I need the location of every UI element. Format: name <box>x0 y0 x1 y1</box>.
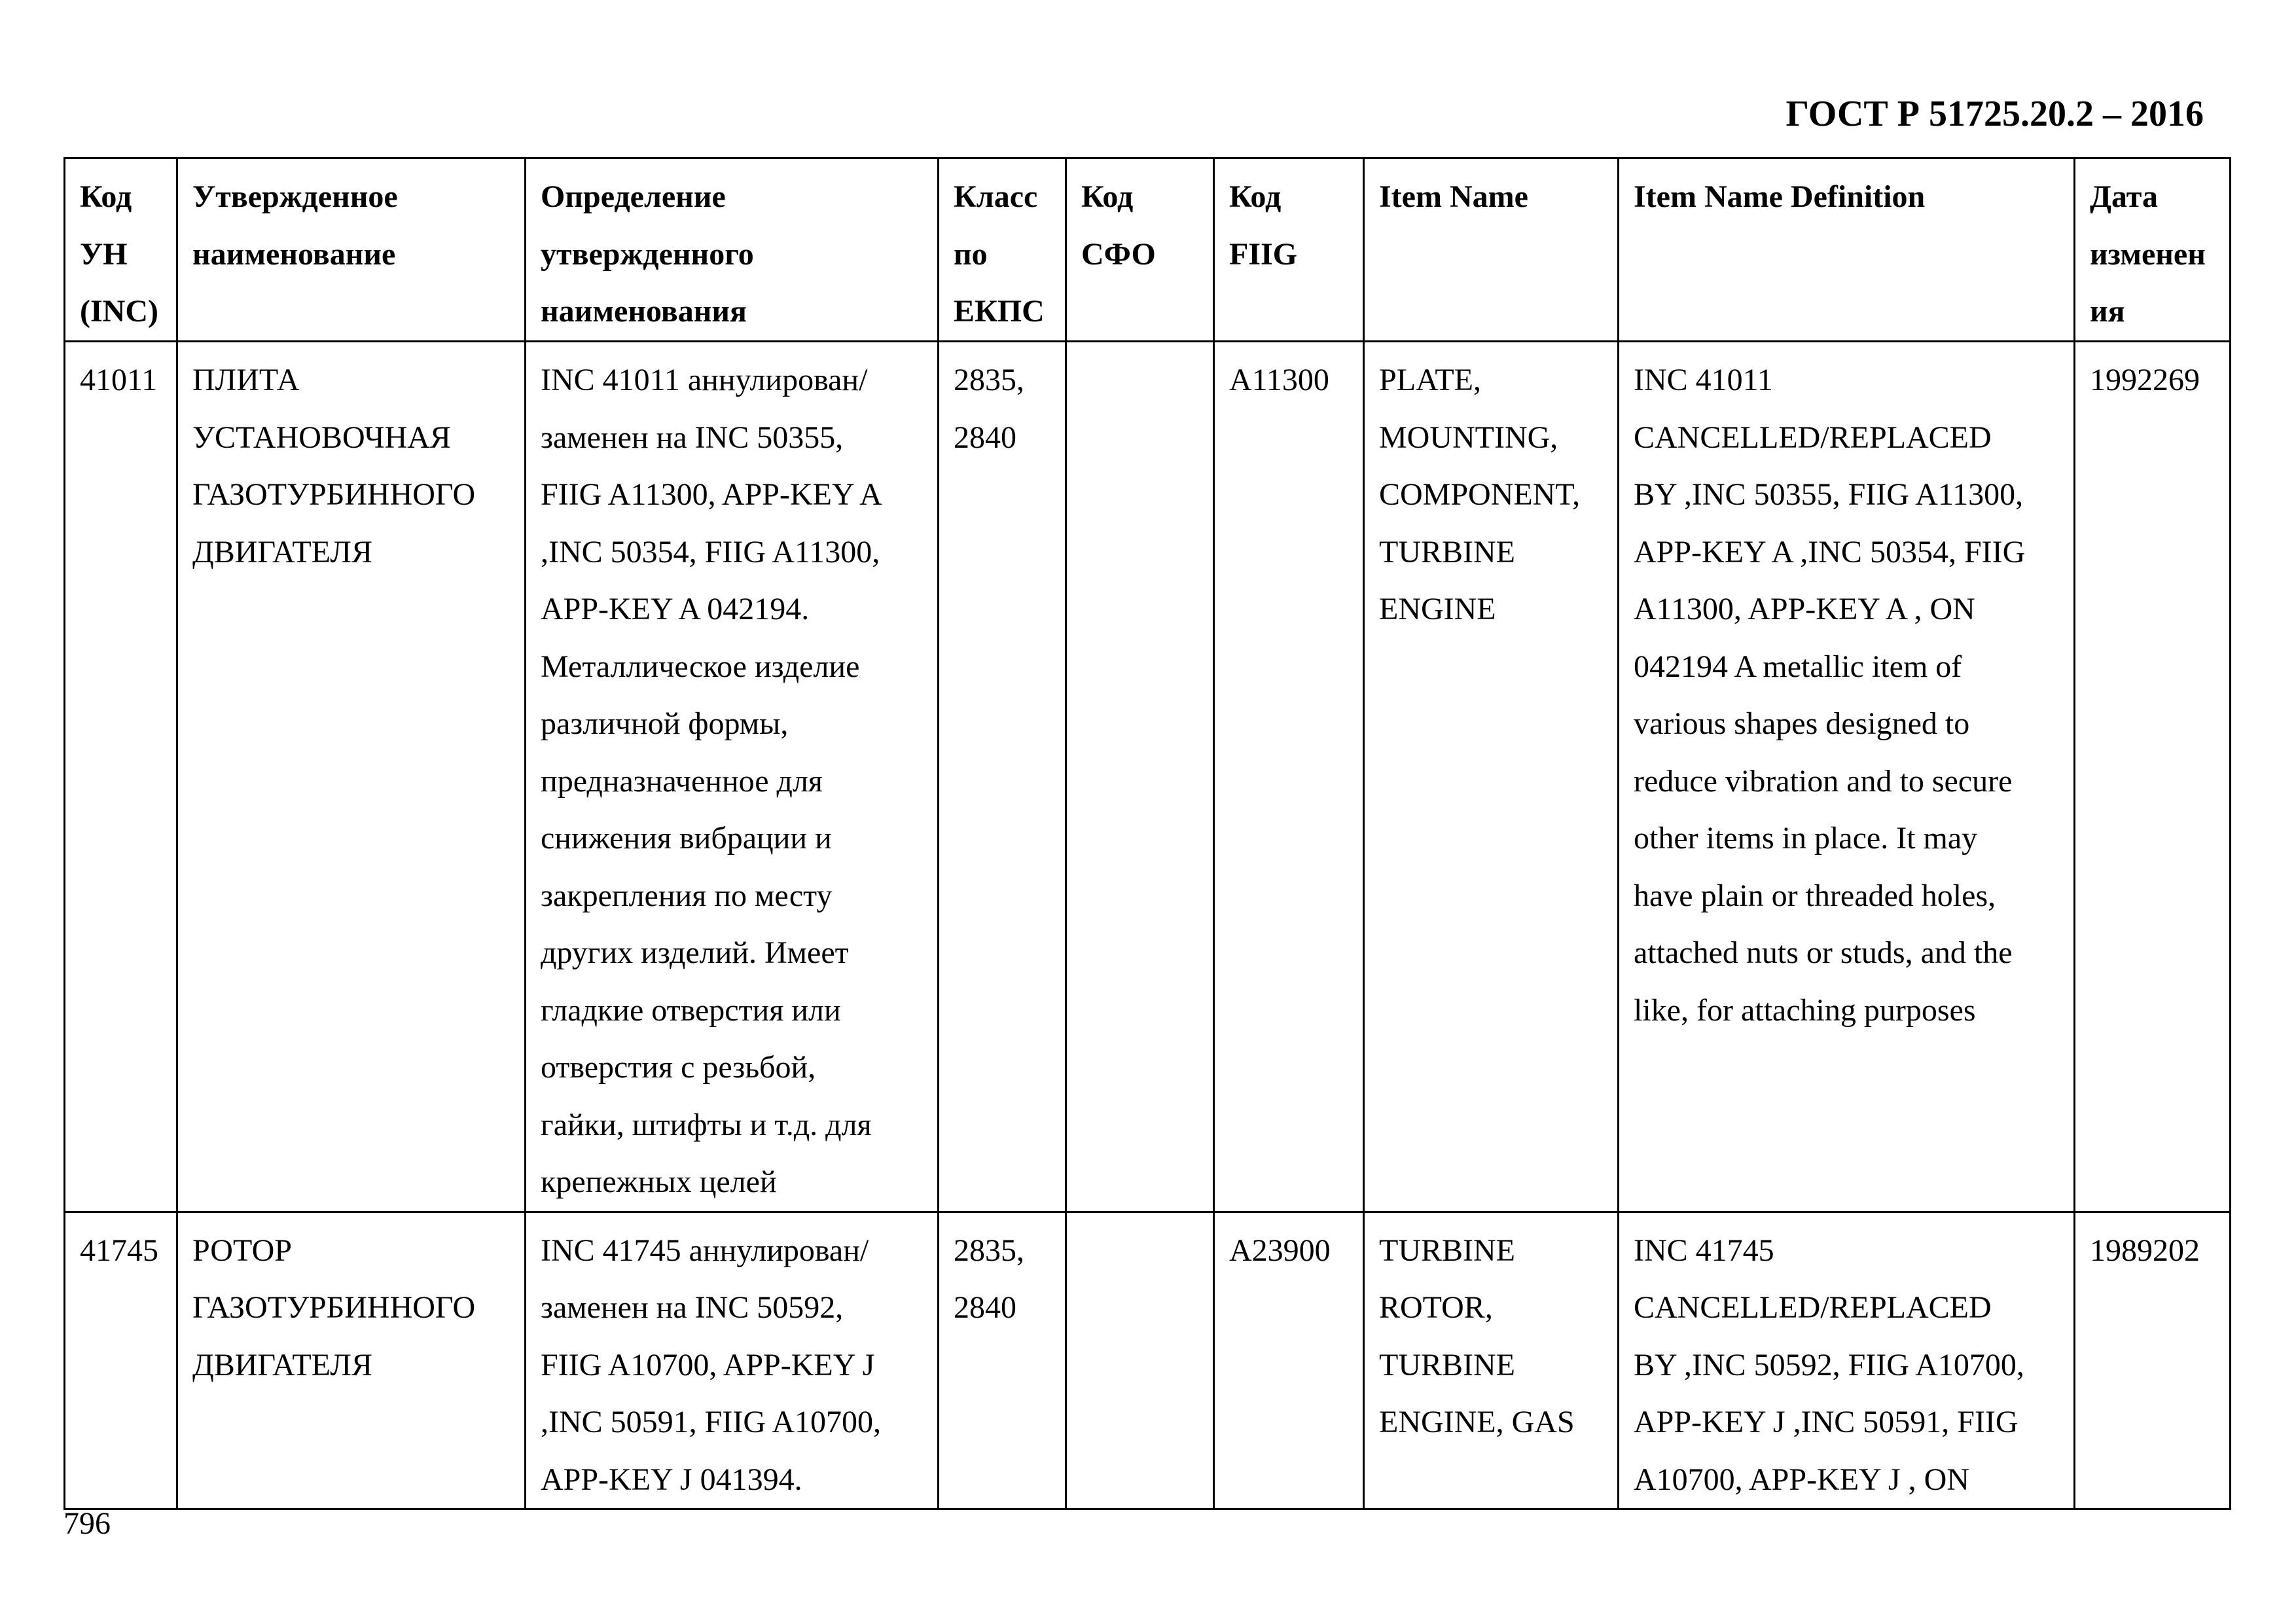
cell-item-name-definition <box>1619 1212 2075 1509</box>
cell-text: MOUNTING, <box>1379 420 1558 455</box>
cell-text: 2840 <box>954 420 1016 455</box>
cell-inc-code <box>65 342 177 1212</box>
header-text: Код <box>80 179 132 214</box>
cell-text: FIIG A11300, APP-KEY A <box>541 477 882 512</box>
cell-text: ROTOR, <box>1379 1290 1493 1325</box>
header-item-name-definition <box>1619 158 2075 342</box>
cell-text: ENGINE <box>1379 592 1496 626</box>
header-text: Код <box>1229 179 1282 214</box>
cell-text: ГАЗОТУРБИННОГО <box>192 477 476 512</box>
cell-text: APP-KEY J ,INC 50591, FIIG <box>1634 1405 2018 1439</box>
page-number: 796 <box>63 1506 111 1541</box>
header-approved-name <box>177 158 526 342</box>
cell-text: have plain or threaded holes, <box>1634 878 1996 913</box>
header-text: Код <box>1081 179 1134 214</box>
table-row <box>65 1212 2231 1509</box>
header-text: наименования <box>541 294 747 329</box>
header-text: FIIG <box>1229 236 1298 272</box>
cell-text: 2840 <box>954 1290 1016 1325</box>
header-class <box>939 158 1066 342</box>
header-name-definition <box>526 158 939 342</box>
cell-text: предназначенное для <box>541 763 823 799</box>
cell-change-date <box>2075 1212 2231 1509</box>
cell-text: CANCELLED/REPLACED <box>1634 1290 1992 1325</box>
cell-inc-code <box>65 1212 177 1509</box>
header-text: изменен <box>2090 236 2206 272</box>
cell-text: INC 41011 аннулирован/ <box>541 363 868 397</box>
header-change-date <box>2075 158 2231 342</box>
header-text: Утвержденное <box>192 179 398 214</box>
header-item-name <box>1364 158 1619 342</box>
header-text: Item Name <box>1379 179 1528 214</box>
cell-text: A11300, APP-KEY A , ON <box>1634 592 1975 626</box>
header-text: (INC) <box>80 294 158 329</box>
cell-text: A23900 <box>1229 1233 1331 1268</box>
cell-text: гайки, штифты и т.д. для <box>541 1107 872 1142</box>
cell-text: other items in place. It may <box>1634 821 1978 856</box>
cell-text: A10700, APP-KEY J , ON <box>1634 1462 1969 1497</box>
header-text: Класс <box>954 179 1038 214</box>
header-text: ия <box>2090 294 2125 329</box>
cell-text: 2835, <box>954 363 1024 397</box>
cell-text: 1989202 <box>2090 1233 2200 1268</box>
cell-text: Металлическое изделие <box>541 649 860 684</box>
header-text: СФО <box>1081 236 1156 272</box>
cell-class <box>939 1212 1066 1509</box>
header-text: наименование <box>192 236 396 272</box>
header-text: Определение <box>541 179 726 214</box>
cell-text: 1992269 <box>2090 363 2200 397</box>
cell-item-name-definition <box>1619 342 2075 1212</box>
header-text: Дата <box>2090 179 2158 214</box>
cell-change-date <box>2075 342 2231 1212</box>
header-fiig-code <box>1214 158 1364 342</box>
table-row <box>65 342 2231 1212</box>
cell-text: various shapes designed to <box>1634 706 1970 741</box>
cell-item-name <box>1364 1212 1619 1509</box>
cell-text: ДВИГАТЕЛЯ <box>192 534 372 569</box>
cell-text: других изделий. Имеет <box>541 935 849 970</box>
cell-text: PLATE, <box>1379 363 1481 397</box>
document-title: ГОСТ Р 51725.20.2 – 2016 <box>1785 94 2204 134</box>
cell-text: крепежных целей <box>541 1164 777 1199</box>
cell-text: отверстия с резьбой, <box>541 1050 816 1085</box>
cell-text: BY ,INC 50355, FIIG A11300, <box>1634 477 2024 512</box>
cell-approved-name <box>177 1212 526 1509</box>
cell-text: COMPONENT, <box>1379 477 1581 512</box>
cell-text: BY ,INC 50592, FIIG A10700, <box>1634 1347 2024 1382</box>
cell-item-name <box>1364 342 1619 1212</box>
cell-name-definition <box>526 1212 939 1509</box>
cell-text: APP-KEY A 042194. <box>541 592 810 626</box>
cell-text: ,INC 50354, FIIG A11300, <box>541 534 880 569</box>
cell-text: APP-KEY J 041394. <box>541 1462 802 1497</box>
header-inc-code <box>65 158 177 342</box>
header-sfo-code <box>1066 158 1214 342</box>
cell-sfo-code <box>1066 1212 1214 1509</box>
cell-text: TURBINE <box>1379 1233 1515 1268</box>
cell-text: ДВИГАТЕЛЯ <box>192 1347 372 1382</box>
cell-sfo-code <box>1066 342 1214 1212</box>
cell-text: like, for attaching purposes <box>1634 992 1976 1028</box>
cell-fiig-code <box>1214 1212 1364 1509</box>
cell-text: 2835, <box>954 1233 1024 1268</box>
cell-text: заменен на INC 50355, <box>541 420 844 455</box>
cell-text: ГАЗОТУРБИННОГО <box>192 1290 476 1325</box>
cell-text: INC 41745 аннулирован/ <box>541 1233 869 1268</box>
cell-text: ,INC 50591, FIIG A10700, <box>541 1405 882 1439</box>
cell-text: TURBINE <box>1379 534 1515 569</box>
cell-text: заменен на INC 50592, <box>541 1290 844 1325</box>
cell-text: УСТАНОВОЧНАЯ <box>192 420 451 455</box>
header-text: утвержденного <box>541 236 754 272</box>
cell-text: закрепления по месту <box>541 878 833 913</box>
cell-text: различной формы, <box>541 706 789 741</box>
header-text: по <box>954 236 988 272</box>
cell-name-definition <box>526 342 939 1212</box>
cell-text: гладкие отверстия или <box>541 992 841 1028</box>
cell-text: 41011 <box>80 363 158 397</box>
cell-text: FIIG A10700, APP-KEY J <box>541 1347 875 1382</box>
cell-approved-name <box>177 342 526 1212</box>
cell-text: 042194 A metallic item of <box>1634 649 1962 684</box>
cell-text: снижения вибрации и <box>541 821 832 856</box>
data-table <box>63 157 2231 1510</box>
cell-text: ENGINE, GAS <box>1379 1405 1575 1439</box>
cell-text: CANCELLED/REPLACED <box>1634 420 1992 455</box>
cell-text: INC 41745 <box>1634 1233 1774 1268</box>
cell-class <box>939 342 1066 1212</box>
header-text: Item Name Definition <box>1634 179 1926 214</box>
cell-text: A11300 <box>1229 363 1329 397</box>
cell-text: INC 41011 <box>1634 363 1773 397</box>
cell-text: attached nuts or studs, and the <box>1634 935 2013 970</box>
header-row <box>65 158 2231 342</box>
cell-text: РОТОР <box>192 1233 292 1268</box>
cell-text: ПЛИТА <box>192 363 300 397</box>
cell-fiig-code <box>1214 342 1364 1212</box>
cell-text: TURBINE <box>1379 1347 1515 1382</box>
cell-text: reduce vibration and to secure <box>1634 763 2013 799</box>
cell-text: 41745 <box>80 1233 158 1268</box>
header-text: УН <box>80 236 128 272</box>
header-text: ЕКПС <box>954 294 1045 329</box>
cell-text: APP-KEY A ,INC 50354, FIIG <box>1634 534 2026 569</box>
